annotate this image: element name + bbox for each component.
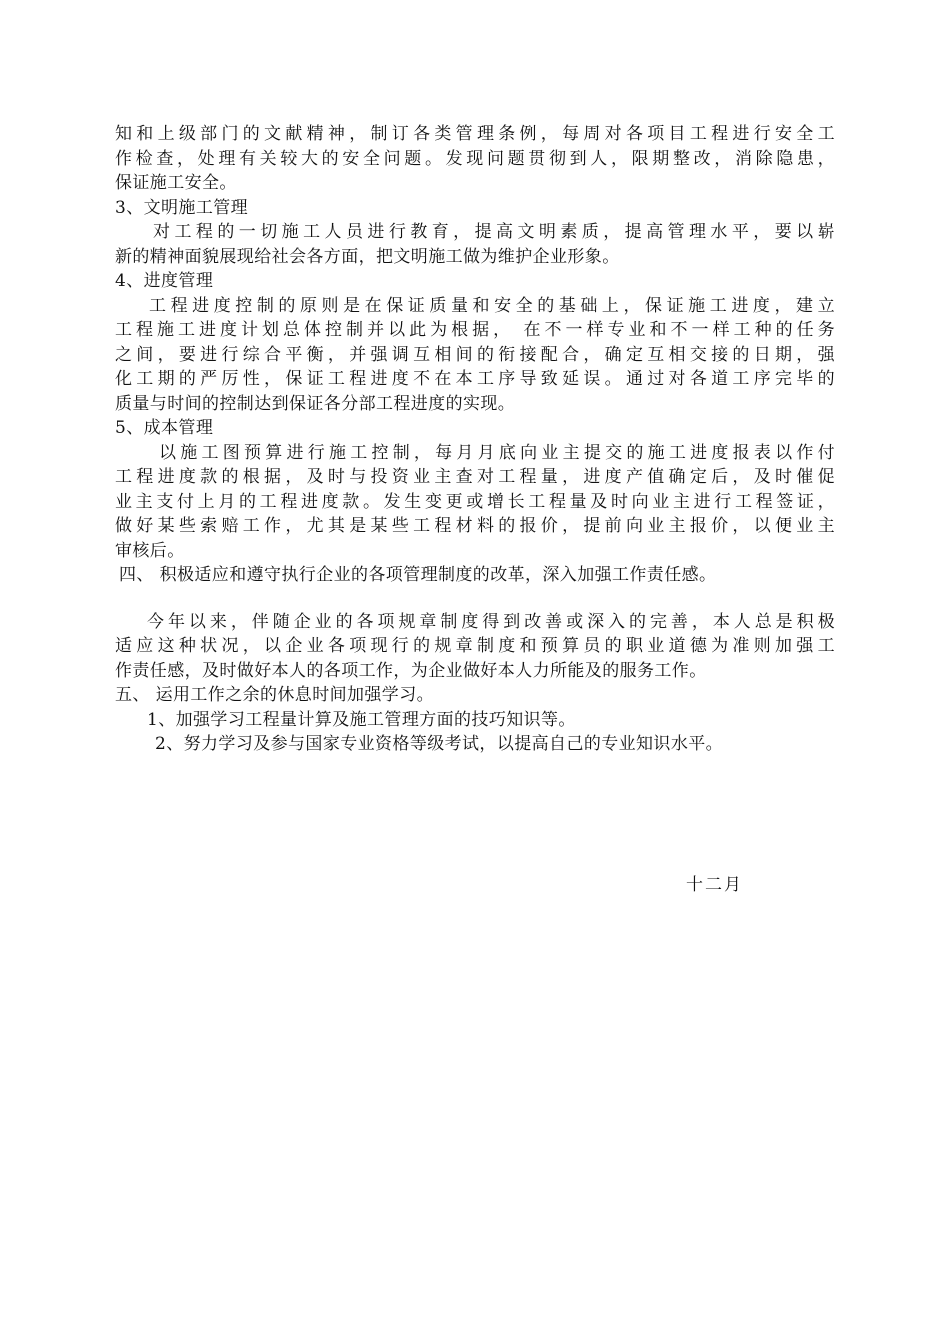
text-line: 业主支付上月的工程进度款。发生变更或增长工程量及时向业主进行工程签证， [115, 491, 835, 512]
text-line: 2、努力学习及参与国家专业资格等级考试，以提高自己的专业知识水平。 [155, 734, 724, 754]
text-line: 今年以来，伴随企业的各项规章制度得到改善或深入的完善，本人总是积极 [147, 611, 835, 632]
text-line: 五、 运用工作之余的休息时间加强学习。 [115, 685, 435, 705]
text-line: 1、加强学习工程量计算及施工管理方面的技巧知识等。 [147, 709, 576, 730]
text-line: 3、文明施工管理 [115, 197, 249, 218]
text-block-l2 [115, 732, 835, 757]
text-line: 适应这种状况，以企业各项现行的规章制度和预算员的职业道德为准则加强工 [115, 636, 835, 656]
text-line: 知和上级部门的文献精神，制订各类管理条例，每周对各项目工程进行安全工 [115, 124, 835, 144]
text-line: 保证施工安全。 [115, 173, 237, 193]
document-date: 十二月 [686, 875, 743, 895]
text-line: 作责任感，及时做好本人的各项工作，为企业做好本人力所能及的服务工作。 [115, 660, 707, 681]
text-line: 工程施工进度计划总体控制并以此为根据， 在不一样专业和不一样工种的任务 [115, 320, 835, 340]
text-block-p5 [115, 610, 835, 684]
text-block-l1 [115, 708, 835, 733]
text-line: 以施工图预算进行施工控制，每月月底向业主提交的施工进度报表以作付 [159, 442, 835, 463]
text-block-p4 [115, 441, 835, 564]
text-block-h3 [115, 196, 835, 221]
text-line: 作检查，处理有关较大的安全问题。发现问题贯彻到人，限期整改，消除隐患， [115, 148, 835, 169]
text-block-s4 [115, 563, 835, 588]
paragraph-gap [115, 588, 835, 610]
text-block-s5 [115, 683, 835, 708]
text-block-p1 [115, 122, 835, 196]
text-line: 四、 积极适应和遵守执行企业的各项管理制度的改革，深入加强工作责任感。 [119, 565, 717, 585]
text-block-h4 [115, 269, 835, 294]
text-line: 审核后。 [115, 540, 185, 561]
text-line: 做好某些索赔工作，尤其是某些工程材料的报价，提前向业主报价，以便业主 [115, 516, 835, 536]
text-block-p2 [115, 220, 835, 269]
text-line: 工程进度控制的原则是在保证质量和安全的基础上，保证施工进度，建立 [149, 295, 835, 316]
text-line: 质量与时间的控制达到保证各分部工程进度的实现。 [115, 393, 516, 414]
text-line: 化工期的严厉性，保证工程进度不在本工序导致延误。通过对各道工序完毕的 [115, 369, 835, 389]
text-line: 之间，要进行综合平衡，并强调互相间的衔接配合，确定互相交接的日期，强 [115, 344, 835, 365]
text-line: 新的精神面貌展现给社会各方面，把文明施工做为维护企业形象。 [115, 246, 620, 267]
text-block-h5 [115, 416, 835, 441]
text-line: 对工程的一切施工人员进行教育，提高文明素质，提高管理水平，要以崭 [153, 222, 835, 242]
text-line: 5、成本管理 [115, 418, 214, 438]
text-line: 工程进度款的根据，及时与投资业主查对工程量，进度产值确定后，及时催促 [115, 467, 835, 487]
document-body [115, 122, 835, 757]
text-block-p3 [115, 294, 835, 417]
text-line: 4、进度管理 [115, 271, 214, 291]
